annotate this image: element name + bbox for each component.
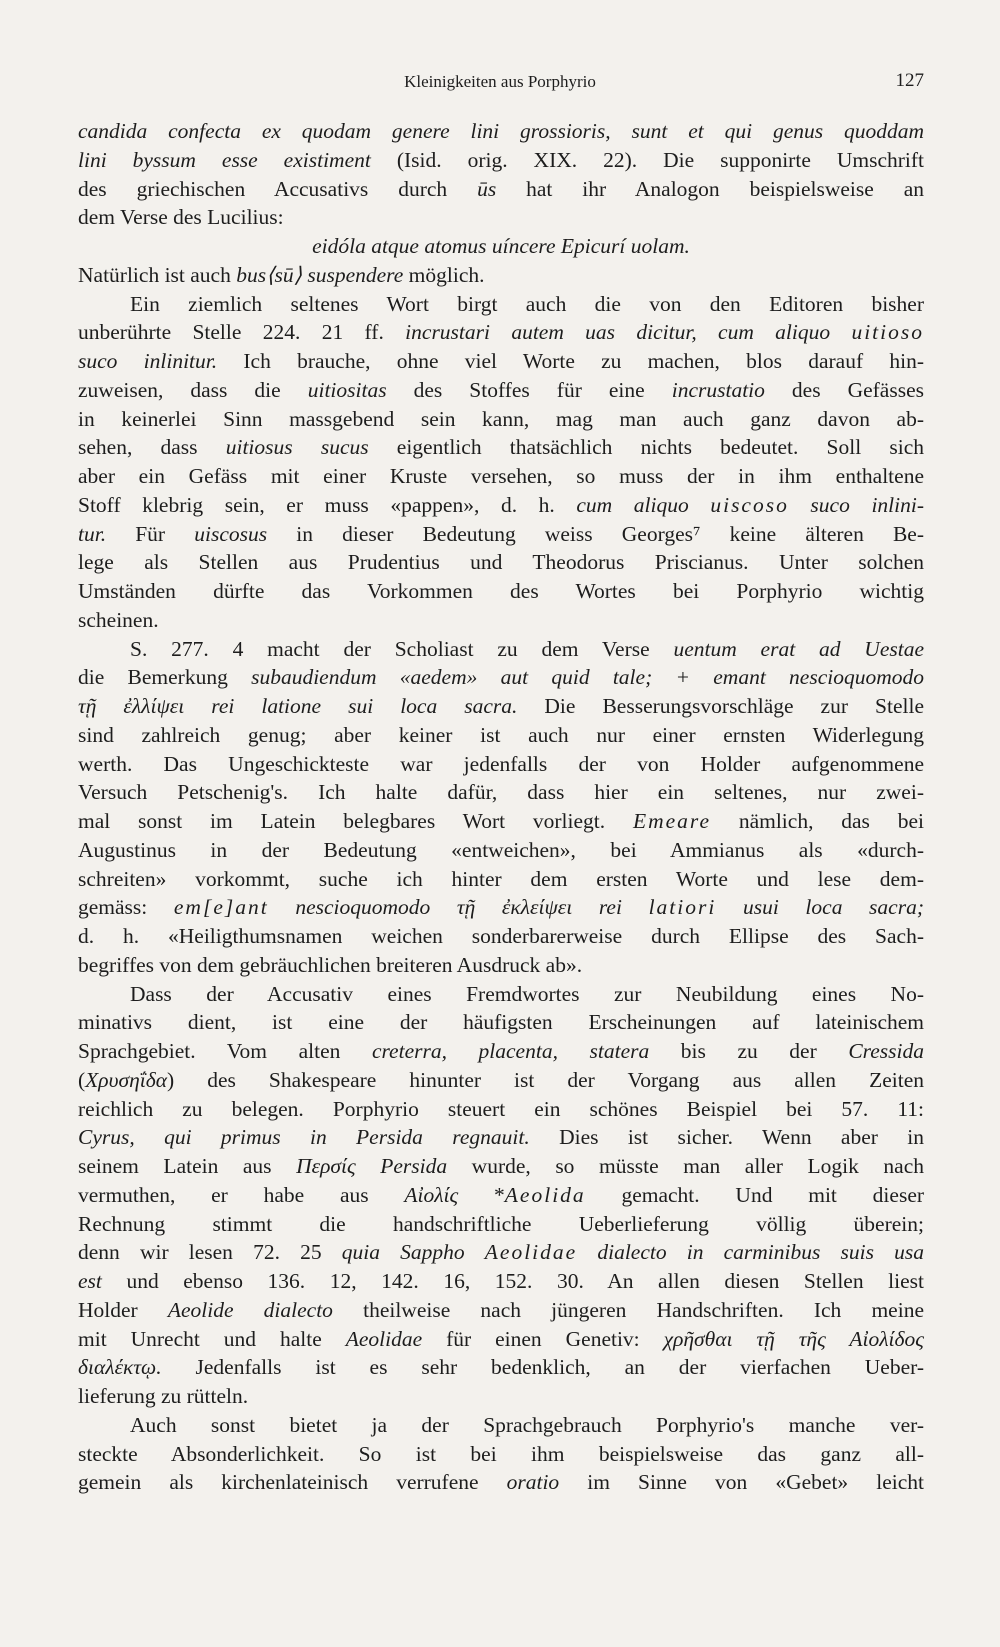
text-span: Ich brauche, ohne viel Worte zu machen, blos darauf hin- xyxy=(217,349,925,373)
italic-text-span: oratio xyxy=(506,1470,560,1495)
italic-text-span: uiscoso xyxy=(710,492,789,517)
text-span: begriffes von dem gebräuchlichen breiteren Ausdruck ab». xyxy=(78,952,583,977)
italic-text-span: Αἰολίς xyxy=(404,1182,459,1207)
text-line xyxy=(78,893,924,922)
text-line xyxy=(78,1411,924,1440)
text-span: aber ein Gefäss mit einer Kruste versehen, so muss der in ihm enthaltene xyxy=(78,464,924,488)
text-span: mit Unrecht und halte xyxy=(78,1326,346,1351)
text-span: des griechischen Accusativs durch xyxy=(78,176,478,201)
italic-text-span: usui loca sacra; xyxy=(716,895,924,920)
text-span: Für xyxy=(106,521,195,546)
text-line xyxy=(78,117,924,146)
text-line xyxy=(78,146,924,175)
text-span: Stoff klebrig sein, er muss «pappen», d. h. xyxy=(78,492,577,517)
text-line xyxy=(78,1210,924,1239)
text-span: Ein ziemlich seltenes Wort birgt auch die von den Editoren bisher xyxy=(130,291,924,316)
text-line xyxy=(78,491,924,520)
text-span: Umständen dürfte das Vorkommen des Wortes bei Porphyrio wichtig xyxy=(78,579,924,603)
text-line xyxy=(78,951,924,980)
running-head xyxy=(0,68,1000,98)
text-span: werth. Das Ungeschickteste war jedenfalls der von Holder aufgenommene xyxy=(78,751,924,776)
text-span: minativs dient, ist eine der häufigsten Erscheinungen auf lateinischem xyxy=(78,1010,924,1035)
text-line xyxy=(78,865,924,894)
text-span: denn wir lesen 72. 25 xyxy=(78,1240,342,1265)
text-span: d. h. «Heiligthumsnamen weichen sonderbarerweise durch Ellipse des Sach- xyxy=(78,924,924,948)
text-line xyxy=(78,750,924,779)
italic-text-span: διαλέκτῳ. xyxy=(78,1355,162,1380)
text-line xyxy=(78,232,924,261)
page-number: 127 xyxy=(895,70,924,91)
running-title: Kleinigkeiten aus Porphyrio xyxy=(404,72,596,91)
text-span: hat ihr Analogon beispielsweise an xyxy=(496,176,924,201)
text-span: eigentlich thatsächlich nichts bedeutet. Soll sich xyxy=(368,435,925,460)
text-span: Dies ist sicher. Wenn aber in xyxy=(529,1125,924,1150)
text-line xyxy=(78,433,924,462)
text-line xyxy=(78,1008,924,1037)
italic-text-span: incrustari autem uas dicitur, cum aliquo xyxy=(405,320,852,345)
italic-text-span: Aeolidae xyxy=(484,1240,578,1265)
text-span: Auch sonst bietet ja der Sprachgebrauch Porphyrio's manche ver- xyxy=(130,1412,924,1437)
text-span: lege als Stellen aus Prudentius und Theodorus Priscianus. Unter solchen xyxy=(78,550,924,575)
italic-text-span: dialecto in carminibus suis usa xyxy=(577,1240,924,1265)
text-span: Rechnung stimmt die handschriftliche Ueberlieferung völlig überein; xyxy=(78,1211,924,1236)
text-span: bis zu der xyxy=(649,1039,849,1063)
text-line xyxy=(78,1181,924,1210)
italic-text-span: quia Sappho xyxy=(341,1240,485,1265)
italic-text-span: em[e]ant xyxy=(173,895,269,920)
text-line xyxy=(78,1296,924,1325)
text-span: Augustinus in der Bedeutung «entweichen», bei Ammianus als «durch- xyxy=(78,837,924,862)
text-line xyxy=(78,1152,924,1181)
text-span: * xyxy=(458,1182,505,1207)
italic-text-span: τῇ ἐλλίψει rei latione sui loca sacra. xyxy=(78,694,518,718)
italic-text-span: Cressida xyxy=(848,1039,924,1063)
text-span: in dieser Bedeutung weiss Georges⁷ keine älteren Be- xyxy=(267,521,924,546)
text-span: möglich. xyxy=(403,262,485,287)
text-span: sehen, dass xyxy=(78,435,226,460)
italic-text-span: uitiositas xyxy=(307,377,387,402)
text-span: des Stoffes für eine xyxy=(386,377,672,402)
text-line xyxy=(78,1238,924,1267)
text-span: Sprachgebiet. Vom alten xyxy=(78,1039,372,1063)
italic-text-span: Χρυσηΐδα xyxy=(85,1067,168,1092)
text-span: gemäss: xyxy=(78,895,174,920)
text-line xyxy=(78,318,924,347)
text-line xyxy=(78,980,924,1009)
text-span: Die Besserungsvorschläge zur Stelle xyxy=(517,694,924,718)
text-line xyxy=(78,922,924,951)
body-text xyxy=(78,117,924,1497)
text-span: ( xyxy=(78,1067,86,1092)
text-line xyxy=(78,663,924,692)
text-line xyxy=(78,548,924,577)
italic-text-span: uentum erat ad Uestae xyxy=(673,636,924,661)
italic-text-span: nescioquomodo τῇ ἐκλείψει rei xyxy=(268,895,649,920)
text-line xyxy=(78,1468,924,1497)
text-line xyxy=(78,376,924,405)
text-span: Dass der Accusativ eines Fremdwortes zur Neubildung eines No- xyxy=(130,981,924,1006)
text-line xyxy=(78,692,924,721)
text-line xyxy=(78,462,924,491)
text-span: zuweisen, dass die xyxy=(78,377,308,402)
text-line xyxy=(78,1037,924,1066)
text-line xyxy=(78,1440,924,1469)
italic-text-span: Aeolidae xyxy=(345,1326,423,1351)
text-span: Natürlich ist auch xyxy=(78,262,237,287)
text-span: des Gefässes xyxy=(764,377,924,402)
italic-text-span: tur. xyxy=(78,521,107,546)
text-span: und ebenso 136. 12, 142. 16, 152. 30. An allen diesen Stellen liest xyxy=(101,1269,924,1293)
text-span: lieferung zu rütteln. xyxy=(78,1384,249,1408)
text-span: unberührte Stelle 224. 21 ff. xyxy=(78,320,406,345)
text-span: wurde, so müsste man aller Logik nach xyxy=(447,1154,924,1178)
text-span: scheinen. xyxy=(78,607,159,632)
text-span: die Bemerkung xyxy=(78,665,252,690)
italic-text-span: Cyrus, qui primus in Persida regnauit. xyxy=(78,1125,530,1150)
text-span: im Sinne von «Gebet» leicht xyxy=(559,1470,924,1495)
italic-text-span: incrustatio xyxy=(671,377,765,402)
text-span: für einen Genetiv: xyxy=(422,1326,664,1351)
text-span: vermuthen, er habe aus xyxy=(78,1182,405,1207)
text-line xyxy=(78,1382,924,1411)
italic-text-span: uitioso xyxy=(851,320,924,345)
italic-text-span: uiscosus xyxy=(194,521,268,546)
text-span: reichlich zu belegen. Porphyrio steuert ein schönes Beispiel bei 57. 11: xyxy=(78,1096,924,1121)
text-span: nämlich, das bei xyxy=(711,809,924,833)
italic-text-span: latiori xyxy=(648,895,717,920)
text-line xyxy=(78,807,924,836)
text-line xyxy=(78,175,924,204)
italic-text-span: lini byssum esse existiment xyxy=(78,147,371,172)
text-span: theilweise nach jüngeren Handschriften. Ich meine xyxy=(332,1297,924,1322)
text-span: Jedenfalls ist es sehr bedenklich, an der vierfachen Ueber- xyxy=(161,1355,924,1380)
italic-text-span: creterra, placenta, statera xyxy=(371,1039,650,1063)
italic-text-span: candida confecta ex quodam genere lini grossioris, sunt et qui genus quoddam xyxy=(78,119,924,143)
text-line xyxy=(78,203,924,232)
text-span: in keinerlei Sinn massgebend sein kann, mag man auch ganz davon ab- xyxy=(78,406,924,431)
text-line xyxy=(78,1123,924,1152)
text-line xyxy=(78,1066,924,1095)
text-line xyxy=(78,520,924,549)
text-line xyxy=(78,1095,924,1124)
text-span: Versuch Petschenig's. Ich halte dafür, dass hier ein seltenes, nur zwei- xyxy=(78,780,924,805)
text-line xyxy=(78,1353,924,1382)
italic-text-span: ūs xyxy=(477,176,497,201)
text-span: Holder xyxy=(78,1297,168,1322)
italic-text-span: est xyxy=(78,1269,102,1293)
text-line xyxy=(78,836,924,865)
text-line xyxy=(78,405,924,434)
text-span: steckte Absonderlichkeit. So ist bei ihm beispielsweise das ganz all- xyxy=(78,1441,924,1466)
text-line xyxy=(78,778,924,807)
italic-text-span: suco inlinitur. xyxy=(78,349,218,373)
italic-text-span: Aeolide dialecto xyxy=(167,1297,333,1322)
italic-text-span: Περσίς Persida xyxy=(296,1154,448,1178)
italic-text-span: subaudiendum «aedem» aut quid tale; + emant nescioquomodo xyxy=(251,665,925,690)
italic-text-span: Emeare xyxy=(632,809,712,833)
italic-text-span: suco inlini- xyxy=(788,492,924,517)
italic-text-span: eidóla atque atomus uíncere Epicurí uolam. xyxy=(312,234,690,258)
text-line xyxy=(78,721,924,750)
text-line xyxy=(78,1267,924,1296)
text-span: seinem Latein aus xyxy=(78,1154,297,1178)
text-line xyxy=(78,577,924,606)
text-span: ) des Shakespeare hinunter ist der Vorgang aus allen Zeiten xyxy=(167,1067,924,1092)
text-span: (Isid. orig. XIX. 22). Die supponirte Umschrift xyxy=(370,147,924,172)
italic-text-span: χρῆσθαι τῇ τῆς Αἰολίδος xyxy=(663,1326,924,1351)
text-line xyxy=(78,1325,924,1354)
text-line xyxy=(78,606,924,635)
italic-text-span: uitiosus sucus xyxy=(225,435,369,460)
italic-text-span: bus⟨sū⟩ suspendere xyxy=(236,262,404,287)
italic-text-span: Aeolida xyxy=(504,1182,586,1207)
text-span: S. 277. 4 macht der Scholiast zu dem Verse xyxy=(130,636,674,661)
text-span: dem Verse des Lucilius: xyxy=(78,205,284,230)
text-line xyxy=(78,635,924,664)
text-line xyxy=(78,347,924,376)
text-span: gemein als kirchenlateinisch verrufene xyxy=(78,1470,507,1495)
text-line xyxy=(78,290,924,319)
italic-text-span: cum aliquo xyxy=(576,492,711,517)
text-span: mal sonst im Latein belegbares Wort vorliegt. xyxy=(78,809,633,833)
text-span: gemacht. Und mit dieser xyxy=(585,1182,925,1207)
text-line xyxy=(78,261,924,290)
text-span: schreiten» vorkommt, suche ich hinter dem ersten Worte und lese dem- xyxy=(78,866,924,891)
text-span: sind zahlreich genug; aber keiner ist auch nur einer ernsten Widerlegung xyxy=(78,722,924,747)
